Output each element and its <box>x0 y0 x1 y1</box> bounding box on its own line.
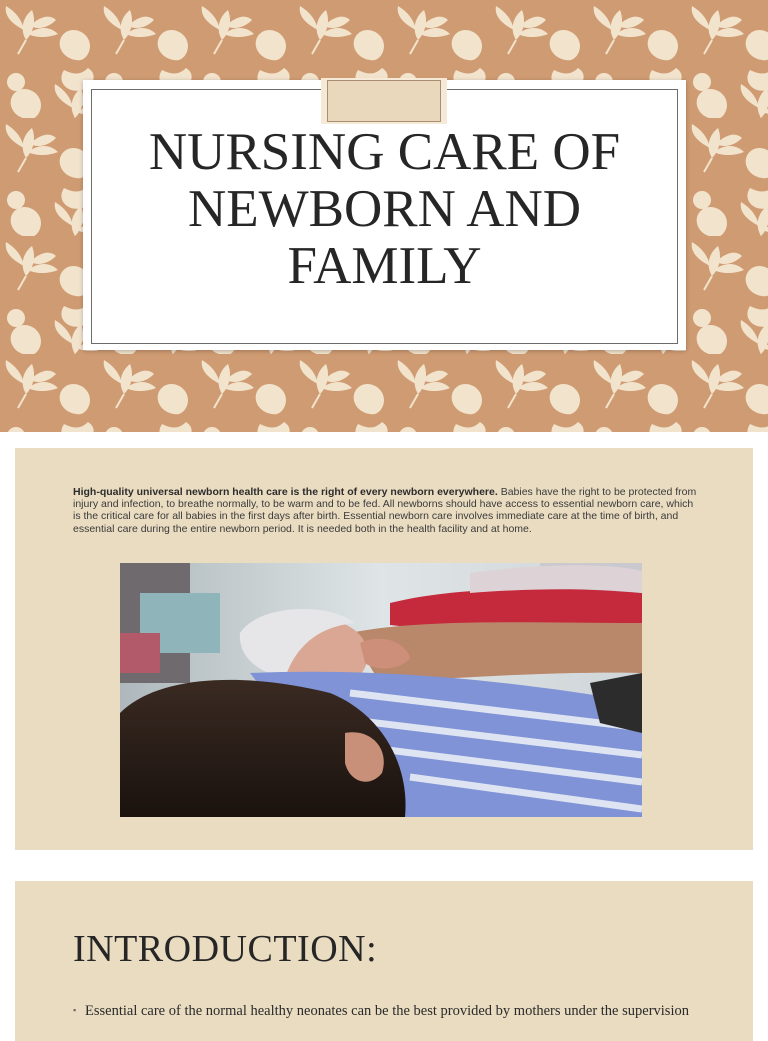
intro-paragraph <box>73 486 703 535</box>
newborn-photo <box>120 563 642 817</box>
content-slide <box>15 448 753 850</box>
bullet-text: Essential care of the normal healthy neonates can be the best provided by mothers under the supervision <box>85 1003 689 1019</box>
title-line-2: NEWBORN AND <box>187 180 582 238</box>
bullet-marker-icon: ▪ <box>73 1005 77 1015</box>
paragraph-lead: High-quality universal newborn health care is the right of every newborn everywhere. <box>73 486 498 498</box>
title-card <box>83 80 686 350</box>
title-line-1: NURSING CARE OF <box>148 123 621 181</box>
bullet-item <box>73 1003 723 1020</box>
title-slide <box>0 0 768 432</box>
title-line-3: FAMILY <box>287 237 482 295</box>
paragraph-body: Babies have the right to be protected from injury and infection, to breathe normally, to be warm and to be fed. All newborns should have access to essential newborn care, which is the critical care for all babies in the first days after birth. Essential newborn care involves immediate care at the time of birth, and essential care during the entire newborn period. It is needed both in the health facility and at home. <box>73 486 697 535</box>
page-title <box>103 124 666 295</box>
introduction-slide <box>15 881 753 1041</box>
title-card-tab <box>327 80 441 122</box>
photo-newborn-skin-to-skin-icon <box>120 563 642 817</box>
introduction-heading: INTRODUCTION: <box>73 928 378 970</box>
